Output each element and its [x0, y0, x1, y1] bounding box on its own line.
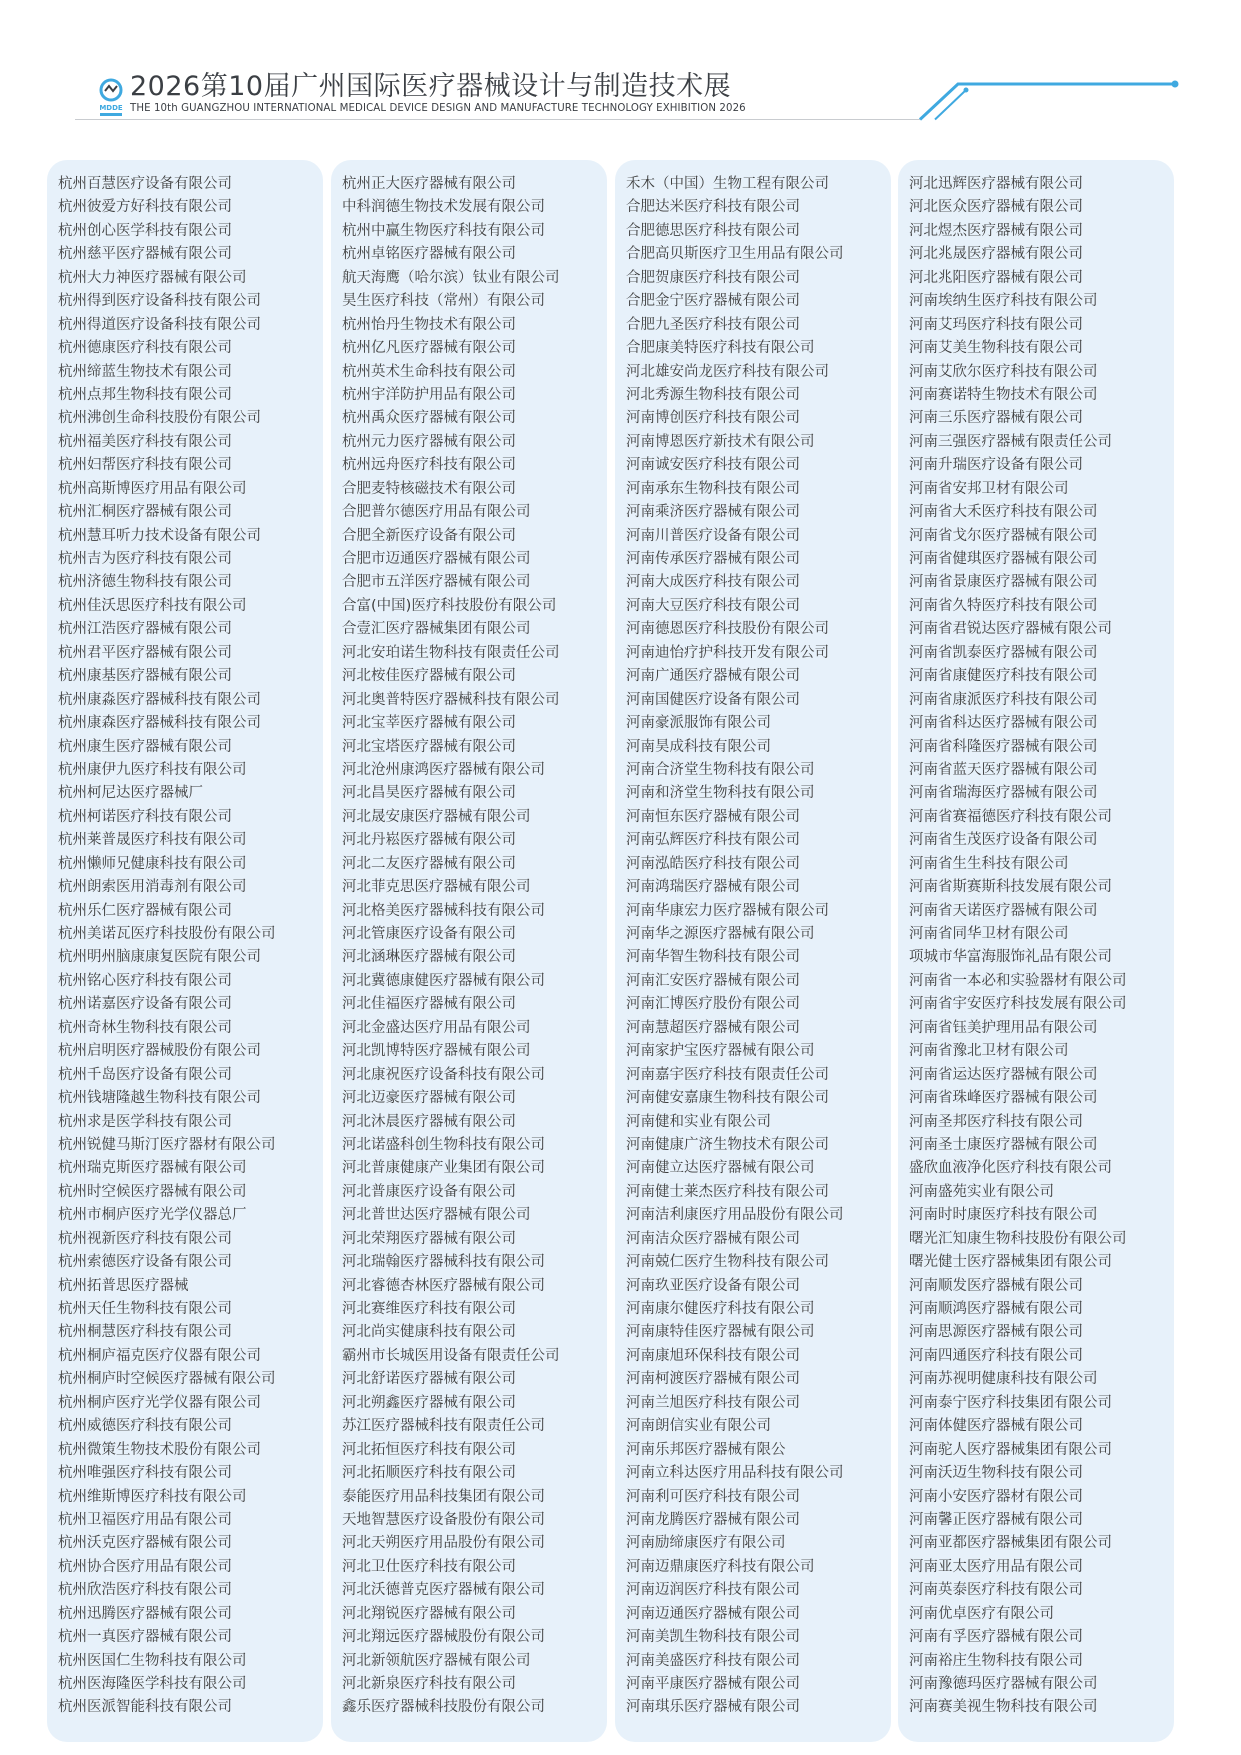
exhibitor-name: 杭州佳沃思医疗科技有限公司	[58, 597, 247, 614]
exhibitor-name: 杭州君平医疗器械有限公司	[58, 644, 232, 661]
exhibitor-name: 河南弘辉医疗科技有限公司	[626, 832, 800, 849]
exhibitor-name: 合肥市五洋医疗器械有限公司	[342, 574, 531, 591]
exhibitor-name: 河南时时康医疗科技有限公司	[909, 1207, 1098, 1224]
exhibitor-name: 杭州济德生物科技有限公司	[58, 574, 232, 591]
exhibitor-name: 河南兢仁医疗生物科技有限公司	[626, 1254, 829, 1271]
exhibitor-name: 河北迈豪医疗器械有限公司	[342, 1090, 516, 1107]
exhibitor-name: 河北沐晨医疗器械有限公司	[342, 1113, 516, 1130]
page-header	[0, 0, 1241, 130]
exhibitor-name: 河南省健琪医疗器械有限公司	[909, 551, 1098, 567]
exhibitor-name: 河北冀德康健医疗器械有限公司	[342, 972, 545, 989]
exhibitor-name: 河南美盛医疗科技有限公司	[626, 1652, 800, 1669]
exhibitor-name: 杭州远舟医疗科技有限公司	[342, 457, 516, 474]
exhibitor-name: 河南亚都医疗器械集团有限公司	[909, 1535, 1112, 1552]
exhibitor-name: 河南省君锐达医疗器械有限公司	[909, 621, 1112, 638]
exhibitor-name: 杭州医国仁生物科技有限公司	[58, 1652, 247, 1669]
exhibitor-name: 河北秀源生物科技有限公司	[626, 386, 800, 403]
exhibitor-name: 杭州桐庐时空候医疗器械有限公司	[58, 1371, 276, 1388]
exhibitor-name: 河南省生茂医疗设备有限公司	[909, 832, 1098, 849]
exhibitor-name: 杭州视新医疗科技有限公司	[58, 1230, 232, 1247]
exhibitor-name: 杭州汇桐医疗器械有限公司	[58, 504, 232, 521]
exhibitor-name: 杭州威德医疗科技有限公司	[58, 1418, 232, 1435]
exhibitor-name: 河北桉佳医疗器械有限公司	[342, 668, 516, 685]
exhibitor-name: 河南省久特医疗科技有限公司	[909, 597, 1098, 614]
exhibitor-name: 杭州中赢生物医疗科技有限公司	[342, 222, 545, 239]
exhibitor-name: 河南省凯泰医疗器械有限公司	[909, 644, 1098, 661]
exhibitor-name: 河南思源医疗器械有限公司	[909, 1324, 1083, 1341]
svg-text:MDDE: MDDE	[99, 104, 123, 112]
exhibitor-name: 杭州维斯博医疗科技有限公司	[58, 1488, 247, 1505]
exhibitor-name: 杭州创心医学科技有限公司	[58, 222, 232, 239]
exhibitor-name: 河北涵琳医疗器械有限公司	[342, 949, 516, 966]
exhibitor-name: 河南华康宏力医疗器械有限公司	[626, 902, 829, 919]
exhibitor-name: 河北舒诺医疗器械有限公司	[342, 1371, 516, 1388]
exhibitor-name: 河南艾玛医疗科技有限公司	[909, 316, 1083, 333]
exhibitor-name: 天地智慧医疗设备股份有限公司	[342, 1511, 545, 1528]
exhibitor-name: 河南省科达医疗器械有限公司	[909, 715, 1098, 732]
exhibitor-name: 河南健士莱杰医疗科技有限公司	[626, 1183, 829, 1200]
exhibitor-name: 合肥九圣医疗科技有限公司	[626, 316, 800, 333]
exhibitor-name: 航天海鹰（哈尔滨）钛业有限公司	[342, 269, 560, 286]
exhibitor-name: 杭州千岛医疗设备有限公司	[58, 1066, 232, 1083]
exhibitor-name: 河南省景康医疗器械有限公司	[909, 574, 1098, 591]
exhibitor-name: 河南博恩医疗新技术有限公司	[626, 433, 815, 450]
exhibitor-name: 杭州桐庐福克医疗仪器有限公司	[58, 1347, 261, 1364]
exhibitor-name: 合肥普尔德医疗用品有限公司	[342, 504, 531, 521]
exhibitor-name: 杭州江浩医疗器械有限公司	[58, 621, 232, 638]
exhibitor-name: 河南英泰医疗科技有限公司	[909, 1582, 1083, 1599]
exhibitor-name: 杭州亿凡医疗器械有限公司	[342, 340, 516, 357]
exhibitor-name: 河南健立达医疗器械有限公司	[626, 1160, 815, 1177]
exhibitor-name: 河南优卓医疗有限公司	[909, 1605, 1054, 1622]
exhibitor-name: 河南省宇安医疗科技发展有限公司	[909, 996, 1127, 1013]
exhibitor-name: 河南三强医疗器械有限责任公司	[909, 433, 1112, 450]
page-subtitle: THE 10th GUANGZHOU INTERNATIONAL MEDICAL DEVICE DESIGN AND MANUFACTURE TECHNOLOGY EXHIBITION 2026	[130, 103, 746, 114]
exhibitor-name: 杭州康森医疗器械科技有限公司	[58, 715, 261, 732]
exhibitor-name: 曙光健士医疗器械集团有限公司	[909, 1254, 1112, 1271]
exhibitor-name: 杭州得到医疗设备科技有限公司	[58, 293, 261, 310]
exhibitor-name: 杭州天任生物科技有限公司	[58, 1301, 232, 1317]
exhibitor-name: 杭州彼爱方好科技有限公司	[58, 199, 232, 216]
exhibitor-name: 河南省运达医疗器械有限公司	[909, 1066, 1098, 1083]
exhibitor-name: 河南鸿瑞医疗器械有限公司	[626, 879, 800, 896]
exhibitor-name: 杭州吉为医疗科技有限公司	[58, 551, 232, 567]
exhibitor-name: 河南川普医疗设备有限公司	[626, 527, 800, 544]
exhibitor-name: 杭州禹众医疗器械有限公司	[342, 410, 516, 427]
exhibitor-name: 河南省一本必和实验器材有限公司	[909, 972, 1127, 989]
exhibitor-name: 河南升瑞医疗设备有限公司	[909, 457, 1083, 474]
exhibitor-name: 曙光汇知康生物科技股份有限公司	[909, 1230, 1127, 1247]
exhibitor-name: 河南健安嘉康生物科技有限公司	[626, 1090, 829, 1107]
exhibitor-name: 杭州求是医学科技有限公司	[58, 1113, 232, 1130]
exhibitor-name: 河南玖亚医疗设备有限公司	[626, 1277, 800, 1294]
exhibitor-name: 河北普康医疗设备有限公司	[342, 1183, 516, 1200]
page-title: 2026第10届广州国际医疗器械设计与制造技术展	[130, 71, 732, 102]
exhibitor-name: 杭州正大医疗器械有限公司	[342, 176, 516, 192]
exhibitor-name: 河北赛维医疗科技有限公司	[342, 1301, 516, 1317]
exhibitor-name: 河北新泉医疗科技有限公司	[342, 1676, 516, 1692]
exhibitor-name: 河南家护宝医疗器械有限公司	[626, 1043, 815, 1060]
exhibitor-name: 杭州柯尼达医疗器械厂	[58, 785, 203, 802]
exhibitor-name: 河南合济堂生物科技有限公司	[626, 761, 815, 778]
exhibitor-name: 泰能医疗用品科技集团有限公司	[342, 1488, 545, 1505]
exhibitor-name: 河北朔鑫医疗器械有限公司	[342, 1394, 516, 1411]
exhibitor-name: 河北普世达医疗器械有限公司	[342, 1207, 531, 1224]
exhibitor-name: 河南朗信实业有限公司	[626, 1418, 771, 1435]
exhibitor-name: 合壹汇医疗器械集团有限公司	[342, 621, 531, 638]
exhibitor-name: 杭州迅腾医疗器械有限公司	[58, 1605, 232, 1622]
exhibitor-name: 合肥高贝斯医疗卫生用品有限公司	[626, 246, 844, 263]
exhibitor-name: 河北康祝医疗设备科技有限公司	[342, 1066, 545, 1083]
exhibitor-name: 河北翔远医疗器械股份有限公司	[342, 1629, 545, 1646]
exhibitor-name: 杭州百慧医疗设备有限公司	[58, 176, 232, 192]
exhibitor-name: 杭州一真医疗器械有限公司	[58, 1629, 232, 1646]
exhibitor-name: 河南康旭环保科技有限公司	[626, 1347, 800, 1364]
exhibitor-name: 河南迈鼎康医疗科技有限公司	[626, 1558, 815, 1575]
exhibitor-name: 杭州诺嘉医疗设备有限公司	[58, 996, 232, 1013]
exhibitor-name: 杭州拓普思医疗器械	[58, 1277, 189, 1294]
exhibitor-name: 河北尚实健康科技有限公司	[342, 1324, 516, 1341]
exhibitor-name: 杭州缔蓝生物技术有限公司	[58, 363, 232, 380]
exhibitor-name: 杭州索德医疗设备有限公司	[58, 1254, 232, 1271]
exhibitor-name: 河南赛诺特生物技术有限公司	[909, 386, 1098, 403]
exhibitor-name: 河北格美医疗器械科技有限公司	[342, 902, 545, 919]
exhibitor-name: 杭州柯诺医疗科技有限公司	[58, 808, 232, 825]
exhibitor-name: 河南省瑞海医疗器械有限公司	[909, 785, 1098, 802]
exhibitor-name: 杭州得道医疗设备科技有限公司	[58, 316, 261, 333]
exhibitor-name: 杭州沸创生命科技股份有限公司	[58, 410, 261, 427]
exhibitor-name: 杭州懒师兄健康科技有限公司	[58, 855, 247, 872]
exhibitor-name: 合肥市迈通医疗器械有限公司	[342, 551, 531, 567]
exhibitor-name: 合肥德思医疗科技有限公司	[626, 222, 800, 239]
exhibitor-name: 河南健康广济生物技术有限公司	[626, 1136, 829, 1153]
exhibitor-name: 河南体健医疗器械有限公司	[909, 1418, 1083, 1435]
exhibitor-name: 河南豫德玛医疗器械有限公司	[909, 1676, 1098, 1692]
exhibitor-name: 河南广通医疗器械有限公司	[626, 668, 800, 685]
exhibitor-name: 河南洁利康医疗用品股份有限公司	[626, 1207, 844, 1224]
exhibitor-name: 杭州启明医疗器械股份有限公司	[58, 1043, 261, 1060]
exhibitor-name: 河南华智生物科技有限公司	[626, 949, 800, 966]
exhibitor-name: 杭州奇林生物科技有限公司	[58, 1019, 232, 1036]
exhibitor-name: 杭州市桐庐医疗光学仪器总厂	[58, 1207, 247, 1224]
exhibitor-name: 河南恒东医疗器械有限公司	[626, 808, 800, 825]
exhibitor-name: 杭州美诺瓦医疗科技股份有限公司	[58, 926, 276, 942]
exhibitor-name: 盛欣血液净化医疗科技有限公司	[909, 1160, 1112, 1177]
exhibitor-name: 河北雄安尚龙医疗科技有限公司	[626, 363, 829, 380]
exhibitor-name: 河南省科隆医疗器械有限公司	[909, 738, 1098, 755]
exhibitor-name: 河南省同华卫材有限公司	[909, 926, 1069, 942]
exhibitor-name: 杭州乐仁医疗器械有限公司	[58, 902, 232, 919]
exhibitor-name: 河北拓顺医疗科技有限公司	[342, 1465, 516, 1482]
exhibitor-name: 合肥麦特核磁技术有限公司	[342, 480, 516, 497]
exhibitor-name: 河南省钰美护理用品有限公司	[909, 1019, 1098, 1036]
exhibitor-name: 杭州医海隆医学科技有限公司	[58, 1676, 247, 1692]
exhibitor-name: 河北瑞翰医疗器械科技有限公司	[342, 1254, 545, 1271]
exhibitor-name: 杭州康伊九医疗科技有限公司	[58, 761, 247, 778]
exhibitor-name: 河北沧州康鸿医疗器械有限公司	[342, 761, 545, 778]
exhibitor-name: 合肥达米医疗科技有限公司	[626, 199, 800, 216]
exhibitor-name: 河北煜杰医疗器械有限公司	[909, 222, 1083, 239]
exhibitor-name: 河南盛苑实业有限公司	[909, 1183, 1054, 1200]
exhibitor-name: 河北宝莘医疗器械有限公司	[342, 715, 516, 732]
exhibitor-name: 河南省蓝天医疗器械有限公司	[909, 761, 1098, 778]
exhibitor-name: 河南圣邦医疗科技有限公司	[909, 1113, 1083, 1130]
exhibitor-name: 河北奥普特医疗器械科技有限公司	[342, 691, 560, 708]
exhibitor-name: 河南慧超医疗器械有限公司	[626, 1019, 800, 1036]
exhibitor-name: 河北沃德普克医疗器械有限公司	[342, 1582, 545, 1599]
exhibitor-name: 河南省生生科技有限公司	[909, 855, 1069, 872]
exhibitor-name: 河北凯博特医疗器械有限公司	[342, 1043, 531, 1060]
exhibitor-name: 杭州卓铭医疗器械有限公司	[342, 246, 516, 263]
exhibitor-name: 河南和济堂生物科技有限公司	[626, 785, 815, 802]
exhibitor-name: 合肥贺康医疗科技有限公司	[626, 269, 800, 286]
exhibitor-name: 杭州唯强医疗科技有限公司	[58, 1465, 232, 1482]
exhibitor-name: 河南赛美视生物科技有限公司	[909, 1699, 1098, 1716]
exhibitor-name: 河南昊成科技有限公司	[626, 738, 771, 755]
exhibitor-name: 河南四通医疗科技有限公司	[909, 1347, 1083, 1364]
exhibitor-name: 河南艾欣尔医疗科技有限公司	[909, 363, 1098, 380]
exhibitor-name: 杭州福美医疗科技有限公司	[58, 433, 232, 450]
exhibitor-name: 河南小安医疗器材有限公司	[909, 1488, 1083, 1505]
exhibitor-name: 河南省戈尔医疗器械有限公司	[909, 527, 1098, 544]
exhibitor-name: 杭州卫福医疗用品有限公司	[58, 1511, 232, 1528]
exhibitor-name: 河南裕庄生物科技有限公司	[909, 1652, 1083, 1669]
exhibitor-column-1	[47, 160, 323, 1742]
exhibitor-name: 河南顺发医疗器械有限公司	[909, 1277, 1083, 1294]
exhibitor-column-4	[898, 160, 1174, 1742]
exhibitor-name: 河南圣士康医疗器械有限公司	[909, 1136, 1098, 1153]
exhibitor-name: 河南省康健医疗科技有限公司	[909, 668, 1098, 685]
exhibitor-name: 河北佳福医疗器械有限公司	[342, 996, 516, 1013]
exhibitor-name: 河南国健医疗设备有限公司	[626, 691, 800, 708]
exhibitor-name: 河南亚太医疗用品有限公司	[909, 1558, 1083, 1575]
exhibitor-name: 中科润德生物技术发展有限公司	[342, 199, 545, 216]
exhibitor-name: 杭州时空候医疗器械有限公司	[58, 1183, 247, 1200]
exhibitor-name: 杭州康生医疗器械有限公司	[58, 738, 232, 755]
exhibitor-name: 河北安珀诺生物科技有限责任公司	[342, 644, 560, 661]
exhibitor-name: 杭州元力医疗器械有限公司	[342, 433, 516, 450]
exhibitor-name: 河南省珠峰医疗器械有限公司	[909, 1090, 1098, 1107]
exhibitor-name: 河北兆晟医疗器械有限公司	[909, 246, 1083, 263]
exhibitor-name: 杭州高斯博医疗用品有限公司	[58, 480, 247, 497]
exhibitor-name: 杭州妇帮医疗科技有限公司	[58, 457, 232, 474]
exhibitor-name: 杭州钱塘隆越生物科技有限公司	[58, 1090, 261, 1107]
exhibitor-name: 禾木（中国）生物工程有限公司	[626, 176, 829, 192]
exhibitor-name: 河南乘济医疗器械有限公司	[626, 504, 800, 521]
exhibitor-name: 河南顺鸿医疗器械有限公司	[909, 1301, 1083, 1317]
exhibitor-name: 河南利可医疗科技有限公司	[626, 1488, 800, 1505]
exhibitor-name: 河南洁众医疗器械有限公司	[626, 1230, 800, 1247]
exhibitor-name: 河南有孚医疗器械有限公司	[909, 1629, 1083, 1646]
exhibitor-name: 杭州医派智能科技有限公司	[58, 1699, 232, 1716]
exhibitor-name: 河北医众医疗器械有限公司	[909, 199, 1083, 216]
exhibitor-name: 河南省大禾医疗科技有限公司	[909, 504, 1098, 521]
exhibitor-name: 河北二友医疗器械有限公司	[342, 855, 516, 872]
exhibitor-name: 杭州康淼医疗器械科技有限公司	[58, 691, 261, 708]
exhibitor-name: 河北兆阳医疗器械有限公司	[909, 269, 1083, 286]
exhibitor-name: 河北天朔医疗用品股份有限公司	[342, 1535, 545, 1552]
exhibitor-name: 河南迈通医疗器械有限公司	[626, 1605, 800, 1622]
exhibitor-name: 河南德恩医疗科技股份有限公司	[626, 621, 829, 638]
exhibitor-name: 河北拓恒医疗科技有限公司	[342, 1441, 516, 1458]
exhibitor-name: 河南博创医疗科技有限公司	[626, 410, 800, 427]
exhibitor-name: 河北丹崧医疗器械有限公司	[342, 832, 516, 849]
exhibitor-name: 杭州点邦生物科技有限公司	[58, 386, 232, 403]
exhibitor-name: 河南三乐医疗器械有限公司	[909, 410, 1083, 427]
exhibitor-name: 河南大成医疗科技有限公司	[626, 574, 800, 591]
exhibitor-name: 杭州朗索医用消毒剂有限公司	[58, 879, 247, 896]
exhibitor-name: 河南励缔康医疗有限公司	[626, 1535, 786, 1552]
exhibitor-name: 河南华之源医疗器械有限公司	[626, 926, 815, 942]
exhibitor-name: 河南省赛福德医疗科技有限公司	[909, 808, 1112, 825]
exhibitor-name: 河南兰旭医疗科技有限公司	[626, 1394, 800, 1411]
exhibitor-name: 河南汇安医疗器械有限公司	[626, 972, 800, 989]
exhibitor-name: 河北昌昊医疗器械有限公司	[342, 785, 516, 802]
exhibitor-name: 河南嘉宇医疗科技有限责任公司	[626, 1066, 829, 1083]
exhibitor-name: 项城市华富海服饰礼品有限公司	[909, 949, 1112, 966]
exhibitor-name: 河北菲克思医疗器械有限公司	[342, 879, 531, 896]
exhibitor-name: 河北新领航医疗器械有限公司	[342, 1652, 531, 1669]
exhibitor-name: 河北卫仕医疗科技有限公司	[342, 1558, 516, 1575]
exhibitor-name: 河南驼人医疗器械集团有限公司	[909, 1441, 1112, 1458]
exhibitor-column-3	[615, 160, 891, 1742]
exhibitor-name: 合肥金宁医疗器械有限公司	[626, 293, 800, 310]
exhibitor-name: 河南美凯生物科技有限公司	[626, 1629, 800, 1646]
exhibitor-name: 河北翔锐医疗器械有限公司	[342, 1605, 516, 1622]
exhibitor-name: 河南康特佳医疗器械有限公司	[626, 1324, 815, 1341]
exhibitor-name: 杭州宇洋防护用品有限公司	[342, 386, 516, 403]
exhibitor-name: 河南省安邦卫材有限公司	[909, 480, 1069, 497]
exhibitor-name: 杭州协合医疗用品有限公司	[58, 1558, 232, 1575]
exhibitor-name: 杭州瑞克斯医疗器械有限公司	[58, 1160, 247, 1177]
exhibitor-name: 杭州明州脑康康复医院有限公司	[58, 949, 261, 966]
exhibitor-name: 河南迪怡疗护科技开发有限公司	[626, 644, 829, 661]
exhibitor-name: 杭州德康医疗科技有限公司	[58, 340, 232, 357]
exhibitor-name: 河南康尔健医疗科技有限公司	[626, 1301, 815, 1317]
exhibitor-name: 杭州微策生物技术股份有限公司	[58, 1441, 261, 1458]
exhibitor-name: 河南埃纳生医疗科技有限公司	[909, 293, 1098, 310]
exhibitor-name: 河北宝塔医疗器械有限公司	[342, 738, 516, 755]
exhibitor-name: 苏江医疗器械科技有限责任公司	[342, 1418, 545, 1435]
exhibitor-name: 河南苏视明健康科技有限公司	[909, 1371, 1098, 1388]
exhibitor-name: 杭州锐健马斯汀医疗器材有限公司	[58, 1136, 276, 1153]
exhibitor-name: 杭州大力神医疗器械有限公司	[58, 269, 247, 286]
exhibitor-name: 河北晟安康医疗器械有限公司	[342, 808, 531, 825]
exhibitor-name: 河南柯渡医疗器械有限公司	[626, 1371, 800, 1388]
exhibitor-name: 杭州桐慧医疗科技有限公司	[58, 1324, 232, 1341]
exhibitor-name: 杭州康基医疗器械有限公司	[58, 668, 232, 685]
exhibitor-name: 合富(中国)医疗科技股份有限公司	[342, 597, 557, 614]
exhibitor-name: 河南泰宁医疗科技集团有限公司	[909, 1394, 1112, 1411]
exhibitor-name: 河南大豆医疗科技有限公司	[626, 597, 800, 614]
exhibitor-name: 鑫乐医疗器械科技股份有限公司	[342, 1699, 545, 1716]
exhibitor-name: 河南龙腾医疗器械有限公司	[626, 1511, 800, 1528]
exhibitor-name: 河南艾美生物科技有限公司	[909, 340, 1083, 357]
exhibitor-name: 河南承东生物科技有限公司	[626, 480, 800, 497]
exhibitor-name: 河南迈润医疗科技有限公司	[626, 1582, 800, 1599]
exhibitor-name: 昊生医疗科技（常州）有限公司	[342, 293, 545, 310]
exhibitor-name: 合肥全新医疗设备有限公司	[342, 527, 516, 544]
exhibitor-name: 霸州市长城医用设备有限责任公司	[342, 1347, 560, 1364]
exhibitor-name: 杭州慧耳听力技术设备有限公司	[58, 527, 261, 544]
exhibitor-name: 合肥康美特医疗科技有限公司	[626, 340, 815, 357]
exhibitor-name: 河南汇博医疗股份有限公司	[626, 996, 800, 1013]
exhibitor-name: 河南泓皓医疗科技有限公司	[626, 855, 800, 872]
exhibitor-name: 河北普康健康产业集团有限公司	[342, 1160, 545, 1177]
exhibitor-name: 河北诺盛科创生物科技有限公司	[342, 1136, 545, 1153]
exhibitor-name: 河南沃迈生物科技有限公司	[909, 1465, 1083, 1482]
exhibitor-column-2	[331, 160, 607, 1742]
exhibitor-name: 河北睿德杏林医疗器械有限公司	[342, 1277, 545, 1294]
exhibitor-name: 河南平康医疗器械有限公司	[626, 1676, 800, 1692]
exhibitor-name: 河北金盛达医疗用品有限公司	[342, 1019, 531, 1036]
exhibitor-name: 杭州欣浩医疗科技有限公司	[58, 1582, 232, 1599]
exhibitor-name: 河南省斯赛斯科技发展有限公司	[909, 879, 1112, 896]
exhibitor-name: 杭州铭心医疗科技有限公司	[58, 972, 232, 989]
exhibitor-name: 杭州桐庐医疗光学仪器有限公司	[58, 1394, 261, 1411]
exhibitor-name: 河南琪乐医疗器械有限公司	[626, 1699, 800, 1716]
exhibitor-name: 河南省康派医疗科技有限公司	[909, 691, 1098, 708]
exhibitor-name: 杭州英术生命科技有限公司	[342, 363, 516, 380]
exhibitor-name: 杭州沃克医疗器械有限公司	[58, 1535, 232, 1552]
exhibitor-name: 河北管康医疗设备有限公司	[342, 926, 516, 942]
exhibitor-name: 河北荣翔医疗器械有限公司	[342, 1230, 516, 1247]
exhibitor-name: 河南传承医疗器械有限公司	[626, 551, 800, 567]
exhibitor-name: 杭州怡丹生物技术有限公司	[342, 316, 516, 333]
exhibitor-name: 河南豪派服饰有限公司	[626, 715, 771, 732]
mdde-logo	[94, 76, 128, 120]
exhibitor-name: 河南省天诺医疗器械有限公司	[909, 902, 1098, 919]
exhibitor-name: 河北迅辉医疗器械有限公司	[909, 176, 1083, 192]
exhibitor-name: 杭州慈平医疗器械有限公司	[58, 246, 232, 263]
exhibitor-name: 河南馨正医疗器械有限公司	[909, 1511, 1083, 1528]
exhibitor-name: 杭州莱普晟医疗科技有限公司	[58, 832, 247, 849]
exhibitor-name: 河南诚安医疗科技有限公司	[626, 457, 800, 474]
exhibitor-name: 河南乐邦医疗器械有限公	[626, 1441, 786, 1458]
exhibitor-name: 河南立科达医疗用品科技有限公司	[626, 1465, 844, 1482]
exhibitor-name: 河南健和实业有限公司	[626, 1113, 771, 1130]
exhibitor-name: 河南省豫北卫材有限公司	[909, 1043, 1069, 1060]
